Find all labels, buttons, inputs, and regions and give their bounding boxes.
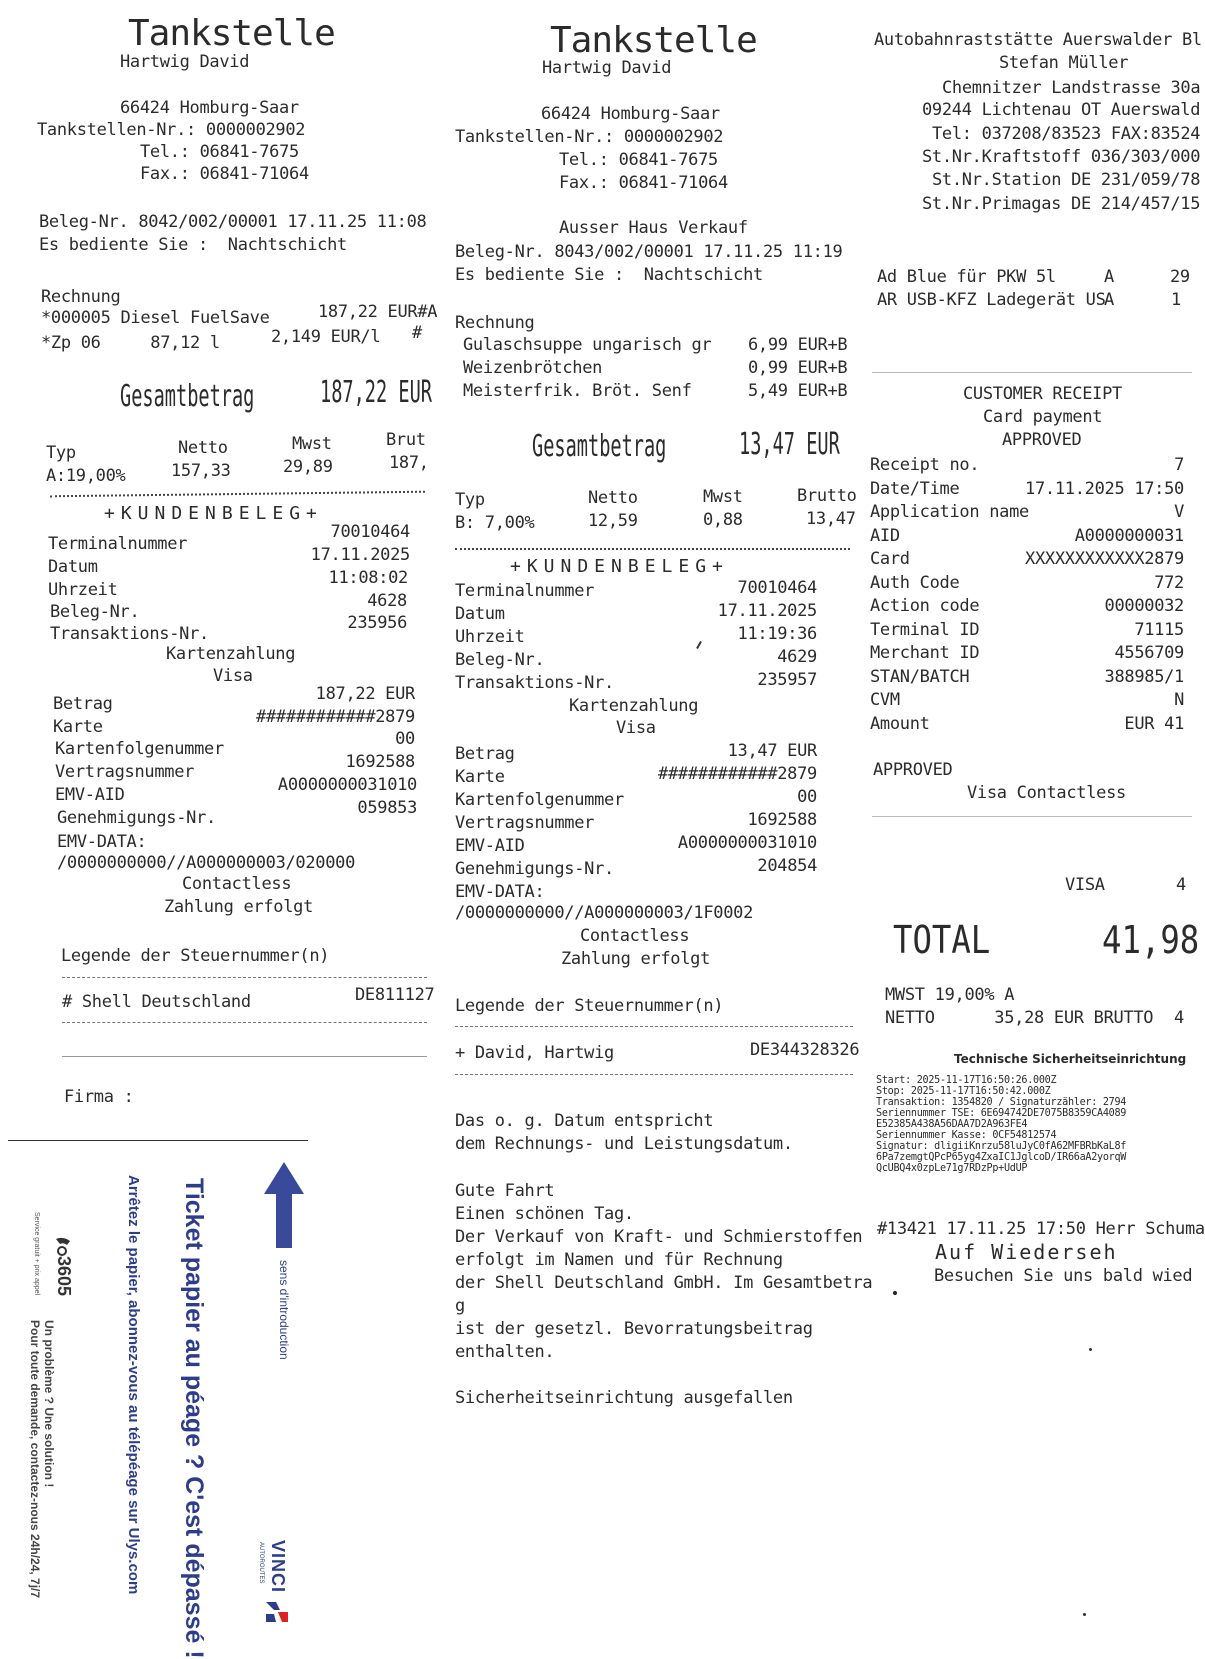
r1-item-line2-mid: 2,149 EUR/l: [271, 327, 381, 347]
r1-label-beleg: Beleg-Nr.: [50, 602, 140, 622]
r1-shell-right: DE811127: [355, 985, 435, 1005]
r2-gute-7: ist der gesetzl. Bevorratungsbeitrag: [455, 1319, 813, 1339]
r1-value-karte: ############2879: [256, 707, 415, 727]
r2-label-betrag: Betrag: [455, 744, 515, 764]
r2-kartenzahlung: Kartenzahlung: [569, 696, 699, 716]
r1-city: 66424 Homburg-Saar: [120, 98, 299, 118]
r2-value-betrag: 13,47 EUR: [727, 741, 817, 761]
r3-field-label: Auth Code: [870, 573, 960, 593]
r2-served: Es bediente Sie : Nachtschicht: [455, 265, 763, 285]
r2-label-uhrzeit: Uhrzeit: [455, 627, 525, 647]
r1-kundenbeleg: +KUNDENBELEG+: [104, 503, 323, 524]
r1-label-datum: Datum: [48, 557, 98, 577]
r2-value-genehmigung: 204854: [757, 856, 817, 876]
r3-tse-9: QcUBQ4x0zpLe71g7RDzPp+UdUP: [876, 1161, 1028, 1174]
r1-tax-row-brut: 187,: [389, 453, 429, 473]
r1-tax-row-mwst: 29,89: [283, 457, 333, 477]
r2-tax-head-netto: Netto: [588, 488, 638, 508]
r1-label-transaktion: Transaktions-Nr.: [50, 624, 209, 644]
r1-fax: Fax.: 06841-71064: [140, 164, 309, 184]
r2-total-label: Gesamtbetrag: [532, 429, 667, 464]
r3-field-label: Date/Time: [870, 479, 960, 499]
r1-rechnung: Rechnung: [41, 287, 121, 307]
r3-receipt-title-2: Card payment: [983, 407, 1103, 427]
r3-field-value: N: [1174, 690, 1184, 710]
ticket-brand-sub: AUTOROUTES: [258, 1542, 264, 1584]
r2-city: 66424 Homburg-Saar: [541, 104, 720, 124]
r3-field-value: 388985/1: [1104, 667, 1184, 687]
r2-gute-8: enthalten.: [455, 1342, 555, 1362]
r3-item-2-name: AR USB-KFZ Ladegerät US: [877, 290, 1106, 310]
r3-tse-5: E52385A438A56DAA7D2A963FE4: [876, 1117, 1028, 1130]
r2-beleg: Beleg-Nr. 8043/002/00001 17.11.25 11:19: [455, 242, 843, 262]
r2-tax-row-brutto: 13,47: [806, 509, 856, 529]
r3-field-label: Receipt no.: [870, 455, 980, 475]
r2-label-beleg: Beleg-Nr.: [455, 650, 545, 670]
r2-owner: Hartwig David: [542, 58, 672, 78]
ticket-subtitle: Arrêtez le papier, abonnez-vous au télépéage sur Ulys.com: [125, 1175, 142, 1595]
r1-item-line2-right: #: [412, 323, 422, 343]
r1-tax-head-typ: Typ: [46, 443, 76, 463]
r2-label-karte: Karte: [455, 767, 505, 787]
r2-kundenbeleg: +KUNDENBELEG+: [510, 556, 729, 577]
r3-field-value: 71115: [1134, 620, 1184, 640]
r3-approved: APPROVED: [873, 760, 953, 780]
r3-line-1: [872, 372, 1192, 373]
r3-field-label: Application name: [870, 502, 1029, 522]
r2-label-transaktion: Transaktions-Nr.: [455, 673, 614, 693]
r1-station-no: Tankstellen-Nr.: 0000002902: [37, 120, 306, 140]
r2-tax-head-typ: Typ: [455, 490, 485, 510]
r3-auf: Auf Wiederseh: [935, 1240, 1118, 1264]
r2-value-emv-aid: A0000000031010: [677, 833, 817, 853]
r1-label-emv-data: EMV-DATA:: [57, 832, 147, 852]
r3-tse-7: Signatur: dligiiKnrzu58luJyC0fA62MFBRbKaL8f: [876, 1139, 1127, 1152]
r3-field-label: STAN/BATCH: [870, 667, 970, 687]
r3-field-value: XXXXXXXXXXXX2879: [1025, 549, 1184, 569]
r2-label-terminal: Terminalnummer: [455, 581, 595, 601]
r3-item-1-tax: A: [1104, 267, 1114, 287]
r2-label-emv-data: EMV-DATA:: [455, 882, 545, 902]
ticket-contact: Pour toute demande, contactez-nous 24h/24, 7j/7: [28, 1320, 42, 1599]
r3-field-label: CVM: [870, 690, 900, 710]
r1-emv-data: /0000000000//A000000003/020000: [57, 853, 356, 873]
r3-visa-right: 4: [1176, 875, 1186, 895]
r1-total-value: 187,22 EUR: [320, 375, 432, 410]
r2-tax-row-netto: 12,59: [588, 511, 638, 531]
r2-ausser: Ausser Haus Verkauf: [559, 218, 748, 238]
r2-label-emv-aid: EMV-AID: [455, 836, 525, 856]
r1-value-uhrzeit: 11:08:02: [328, 568, 408, 588]
r1-tax-head-brut: Brut: [386, 430, 426, 450]
r2-item-1-price: 6,99 EUR+B: [748, 335, 848, 355]
r1-item-line1-right: 187,22 EUR#A: [318, 302, 438, 322]
r1-label-vertrag: Vertragsnummer: [55, 762, 195, 782]
r3-item-1-name: Ad Blue für PKW 5l: [877, 267, 1056, 287]
r3-receipt-title-3: APPROVED: [1002, 430, 1082, 450]
r2-title: Tankstelle: [550, 20, 757, 61]
r3-mwst: MWST 19,00% A: [885, 985, 1015, 1005]
r1-total-label: Gesamtbetrag: [120, 379, 255, 414]
ticket-phone: 3605: [54, 1256, 74, 1297]
ticket-brand: VINCI: [268, 1540, 288, 1594]
r2-label-folgenummer: Kartenfolgenummer: [455, 790, 624, 810]
r2-tax-head-brutto: Brutto: [797, 486, 857, 506]
r3-field-label: AID: [870, 526, 900, 546]
r2-tax-head-mwst: Mwst: [703, 487, 743, 507]
r1-tax-head-mwst: Mwst: [292, 434, 332, 454]
ticket-phone-small: Service gratuit + prix appel: [33, 1212, 40, 1296]
r1-value-genehmigung: 059853: [357, 798, 417, 818]
r2-value-vertrag: 1692588: [747, 810, 817, 830]
r1-tel: Tel.: 06841-7675: [140, 142, 299, 162]
r3-field-label: Terminal ID: [870, 620, 980, 640]
r2-datum-note-1: Das o. g. Datum entspricht: [455, 1111, 714, 1131]
r2-label-genehmigung: Genehmigungs-Nr.: [455, 859, 614, 879]
r1-value-betrag: 187,22 EUR: [315, 684, 415, 704]
r1-value-vertrag: 1692588: [345, 752, 415, 772]
r1-item-line2-left: *Zp 06 87,12 l: [41, 333, 220, 353]
r1-label-genehmigung: Genehmigungs-Nr.: [57, 808, 216, 828]
r2-david-right: DE344328326: [750, 1040, 860, 1060]
r3-field-value: 00000032: [1104, 596, 1184, 616]
r3-netto: NETTO 35,28 EUR BRUTTO: [885, 1008, 1154, 1028]
r3-tse-8: 6Pa7zemgtQPcP65yg4ZxaIC1JglcoD/IR66aA2yorqW: [876, 1150, 1127, 1163]
speck: [1089, 1348, 1092, 1351]
r2-zahlung: Zahlung erfolgt: [561, 949, 711, 969]
r2-rechnung: Rechnung: [455, 313, 535, 333]
r3-field-value: 772: [1154, 573, 1184, 593]
r2-legende: Legende der Steuernummer(n): [455, 996, 724, 1016]
r3-field-value: A0000000031: [1074, 526, 1184, 546]
r1-label-emv-aid: EMV-AID: [55, 785, 125, 805]
r2-value-folgenummer: 00: [797, 787, 817, 807]
r2-datum-note-2: dem Rechnungs- und Leistungsdatum.: [455, 1134, 793, 1154]
r3-besuchen: Besuchen Sie uns bald wied: [934, 1266, 1193, 1286]
r3-header-7: St.Nr.Station DE 231/059/78: [932, 170, 1201, 190]
ticket-direction: sens d'introduction: [277, 1260, 291, 1360]
r2-tax-row-typ: B: 7,00%: [455, 513, 535, 533]
r3-item-1-price: 29: [1170, 267, 1190, 287]
r3-field-value: 4556709: [1114, 643, 1184, 663]
r2-item-2-name: Weizenbrötchen: [463, 358, 603, 378]
speck: [893, 1291, 897, 1295]
r3-field-label: Card: [870, 549, 910, 569]
r2-gute-6: g: [455, 1296, 465, 1316]
r1-owner: Hartwig David: [120, 52, 250, 72]
r3-field-label: Action code: [870, 596, 980, 616]
r1-contactless: Contactless: [182, 874, 292, 894]
r2-gute-4: erfolgt im Namen und für Rechnung: [455, 1250, 783, 1270]
r3-total-label: TOTAL: [893, 918, 991, 962]
r2-value-karte: ############2879: [658, 764, 817, 784]
r2-item-1-name: Gulaschsuppe ungarisch gr: [463, 335, 712, 355]
r2-total-value: 13,47 EUR: [739, 427, 840, 462]
r2-visa: Visa: [616, 718, 656, 738]
r3-item-2-tax: A: [1104, 290, 1114, 310]
r2-item-3-price: 5,49 EUR+B: [748, 381, 848, 401]
r3-tse-1: Start: 2025-11-17T16:50:26.000Z: [876, 1073, 1057, 1086]
r1-label-uhrzeit: Uhrzeit: [48, 580, 118, 600]
r1-value-transaktion: 235956: [347, 613, 407, 633]
r2-fax: Fax.: 06841-71064: [559, 173, 728, 193]
r3-header-2: Stefan Müller: [999, 53, 1129, 73]
r2-item-3-name: Meisterfrik. Bröt. Senf: [463, 381, 692, 401]
r2-value-transaktion: 235957: [757, 670, 817, 690]
r2-gute-3: Der Verkauf von Kraft- und Schmierstoffen: [455, 1227, 863, 1247]
ticket-title: Ticket papier au péage ? C'est dépassé !: [180, 1178, 208, 1659]
r3-visa-contactless: Visa Contactless: [967, 783, 1126, 803]
r2-tel: Tel.: 06841-7675: [559, 150, 718, 170]
r3-header-5: Tel: 037208/83523 FAX:83524: [932, 124, 1201, 144]
r1-firma: Firma :: [64, 1087, 134, 1107]
r3-header-8: St.Nr.Primagas DE 214/457/15: [922, 194, 1201, 214]
r2-value-beleg: 4629: [777, 647, 817, 667]
r3-field-label: Amount: [870, 714, 930, 734]
r1-value-terminal: 70010464: [330, 522, 410, 542]
r3-total-value: 41,98: [1102, 918, 1200, 962]
r1-label-terminal: Terminalnummer: [48, 534, 188, 554]
r2-sicherheit: Sicherheitseinrichtung ausgefallen: [455, 1388, 793, 1408]
r3-netto-right: 4: [1174, 1008, 1184, 1028]
r1-label-karte: Karte: [53, 717, 103, 737]
r1-value-beleg: 4628: [367, 591, 407, 611]
r3-field-value: EUR 41: [1124, 714, 1184, 734]
r3-visa: VISA: [1065, 875, 1105, 895]
r1-label-folgenummer: Kartenfolgenummer: [55, 739, 224, 759]
r2-label-datum: Datum: [455, 604, 505, 624]
r2-david-left: + David, Hartwig: [455, 1043, 614, 1063]
r3-header-1: Autobahnraststätte Auerswalder Bl: [874, 30, 1202, 50]
r3-tse-4: Seriennummer TSE: 6E694742DE7075B8359CA4089: [876, 1106, 1127, 1119]
r1-served: Es bediente Sie : Nachtschicht: [39, 235, 347, 255]
r2-value-terminal: 70010464: [737, 578, 817, 598]
r2-station-no: Tankstellen-Nr.: 0000002902: [455, 127, 724, 147]
r3-receipt-title-1: CUSTOMER RECEIPT: [963, 384, 1122, 404]
r1-tax-row-typ: A:19,00%: [46, 466, 126, 486]
r3-tse-2: Stop: 2025-11-17T16:50:42.000Z: [876, 1084, 1051, 1097]
r1-legende: Legende der Steuernummer(n): [61, 946, 330, 966]
r3-field-value: V: [1174, 502, 1184, 522]
r3-field-value: 17.11.2025 17:50: [1025, 479, 1184, 499]
r1-title: Tankstelle: [128, 13, 335, 54]
r1-tax-row-netto: 157,33: [171, 461, 231, 481]
r1-label-betrag: Betrag: [53, 694, 113, 714]
r3-footer-line: #13421 17.11.25 17:50 Herr Schuma: [877, 1219, 1205, 1239]
r1-kartenzahlung: Kartenzahlung: [166, 644, 296, 664]
r3-line-2: [872, 816, 1192, 817]
r1-tax-head-netto: Netto: [178, 438, 228, 458]
r3-header-6: St.Nr.Kraftstoff 036/303/000: [922, 147, 1201, 167]
r1-value-datum: 17.11.2025: [310, 545, 410, 565]
r2-label-vertrag: Vertragsnummer: [455, 813, 595, 833]
r1-visa: Visa: [213, 666, 253, 686]
ticket-problem: Un problème ? Une solution !: [42, 1320, 56, 1488]
speck: [1083, 1613, 1086, 1616]
r1-shell-left: # Shell Deutschland: [62, 992, 251, 1012]
r3-field-value: 7: [1174, 455, 1184, 475]
r2-contactless: Contactless: [580, 926, 690, 946]
r2-value-uhrzeit: 11:19:36: [737, 624, 817, 644]
r2-value-datum: 17.11.2025: [717, 601, 817, 621]
r2-gute-2: Einen schönen Tag.: [455, 1204, 634, 1224]
r3-field-label: Merchant ID: [870, 643, 980, 663]
r1-zahlung: Zahlung erfolgt: [164, 897, 314, 917]
r2-gute-1: Gute Fahrt: [455, 1181, 555, 1201]
r1-value-folgenummer: 00: [395, 729, 415, 749]
r3-item-2-price: 1: [1171, 290, 1181, 310]
r1-beleg: Beleg-Nr. 8042/002/00001 17.11.25 11:08: [39, 212, 427, 232]
r3-tse-title: Technische Sicherheitseinrichtung: [954, 1052, 1187, 1066]
r2-emv-data: /0000000000//A000000003/1F0002: [455, 903, 754, 923]
r2-item-2-price: 0,99 EUR+B: [748, 358, 848, 378]
r2-gute-5: der Shell Deutschland GmbH. Im Gesamtbetra: [455, 1273, 873, 1293]
r2-tax-row-mwst: 0,88: [703, 510, 743, 530]
r1-item-line1-left: *000005 Diesel FuelSave: [41, 308, 270, 328]
r3-header-3: Chemnitzer Landstrasse 30a: [942, 78, 1201, 98]
r1-value-emv-aid: A0000000031010: [277, 775, 417, 795]
r3-tse-3: Transaktion: 1354820 / Signaturzähler: 2794: [876, 1095, 1127, 1108]
r3-header-4: 09244 Lichtenau OT Auerswald: [922, 100, 1201, 120]
r3-tse-6: Seriennummer Kasse: 0CF54812574: [876, 1128, 1057, 1141]
